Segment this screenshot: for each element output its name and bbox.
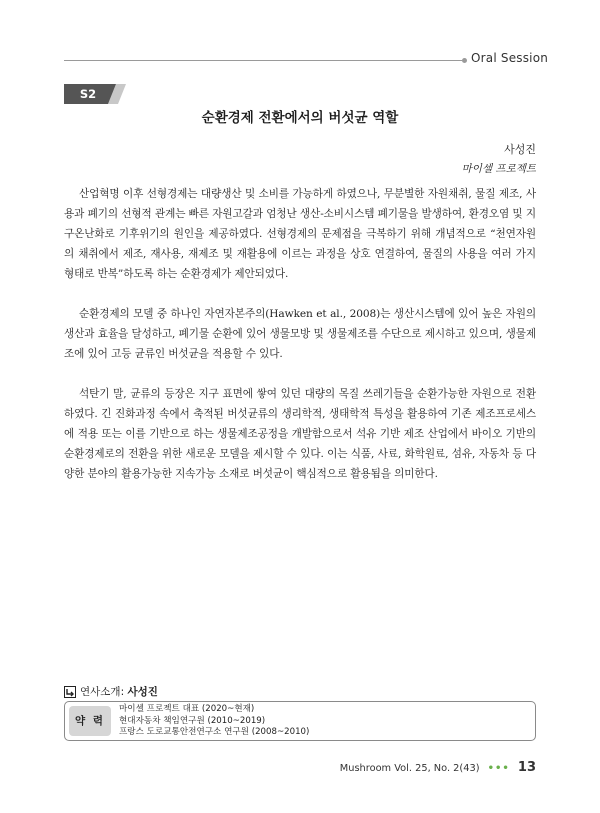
session-code: S2 (79, 87, 97, 101)
article-body (64, 184, 536, 504)
section-title: Oral Session (471, 51, 549, 65)
author-affiliation: 마이셀 프로젝트 (461, 163, 536, 175)
speaker-name: 사성진 (127, 686, 158, 698)
header-rule (64, 60, 462, 61)
session-tag (64, 84, 126, 104)
arrow-corner-icon (64, 686, 76, 698)
header-rule-dot (462, 58, 467, 63)
footer-dots: ••• (487, 763, 510, 774)
author-name: 사성진 (504, 143, 536, 156)
speaker-intro (80, 684, 158, 699)
bio-item: 마이셀 프로젝트 대표 (2020~현재) (119, 704, 255, 714)
journal-citation: Mushroom Vol. 25, No. 2(43) (339, 763, 480, 774)
article-title: 순환경제 전환에서의 버섯균 역할 (201, 110, 399, 126)
bio-item: 현대자동차 책임연구원 (2010~2019) (119, 715, 266, 726)
bio-box (64, 701, 536, 741)
page-number: 13 (517, 760, 536, 775)
bio-list (119, 704, 309, 739)
bio-item: 프랑스 도로교통안전연구소 연구원 (2008~2010) (119, 727, 310, 737)
page-footer (340, 756, 536, 775)
bio-label: 약 력 (69, 706, 111, 736)
body-paragraph: 석탄기 말, 균류의 등장은 지구 표면에 쌓여 있던 대량의 목질 쓰레기들을 순환가능한 자원으로 전환하였다. 긴 진화과정 속에서 축적된 버섯균류의 생리학적, 생태학적 특성을 활용하여 기존 제조프로세스에 적용 또는 이를 기반으로 하는 생물제조공정을 개발함으로서 석유 기반 제조 산업에서 바이오 기반의 순환경제로의 전환을 위한 새로운 모델을 제시할 수 있다. 이는 식품, 사료, 화학원료, 섬유, 자동차 등 다양한 분야의 활용가능한 지속가능 소재로 버섯균이 핵심적으로 활용됨을 의미한다. (64, 388, 536, 480)
body-paragraph: 순환경제의 모델 중 하나인 자연자본주의(Hawken et al., 2008)는 생산시스템에 있어 높은 자원의 생산과 효율을 달성하고, 폐기물 순환에 있어 생물모방 및 생물제조를 수단으로 제시하고 있으며, 생물제조에 있어 고등 균류인 버섯균을 적용할 수 있다. (64, 308, 536, 360)
speaker-intro-label: 연사소개: (80, 686, 125, 698)
body-paragraph: 산업혁명 이후 선형경제는 대량생산 및 소비를 가능하게 하였으나, 무분별한 자원채취, 물질 제조, 사용과 폐기의 선형적 관계는 빠른 자원고갈과 엄청난 생산-소비시스템 폐기물을 발생하여, 환경오염 및 지구온난화로 기후위기의 원인을 제공하였다. 선형경제의 문제점을 극복하기 위해 개념적으로 “천연자원의 채취에서 제조, 재사용, 재제조 및 재활용에 이르는 과정을 상호 연결하여, 물질의 사용을 여러 가지 형태로 반복”하도록 하는 순환경제가 제안되었다. (64, 188, 536, 280)
